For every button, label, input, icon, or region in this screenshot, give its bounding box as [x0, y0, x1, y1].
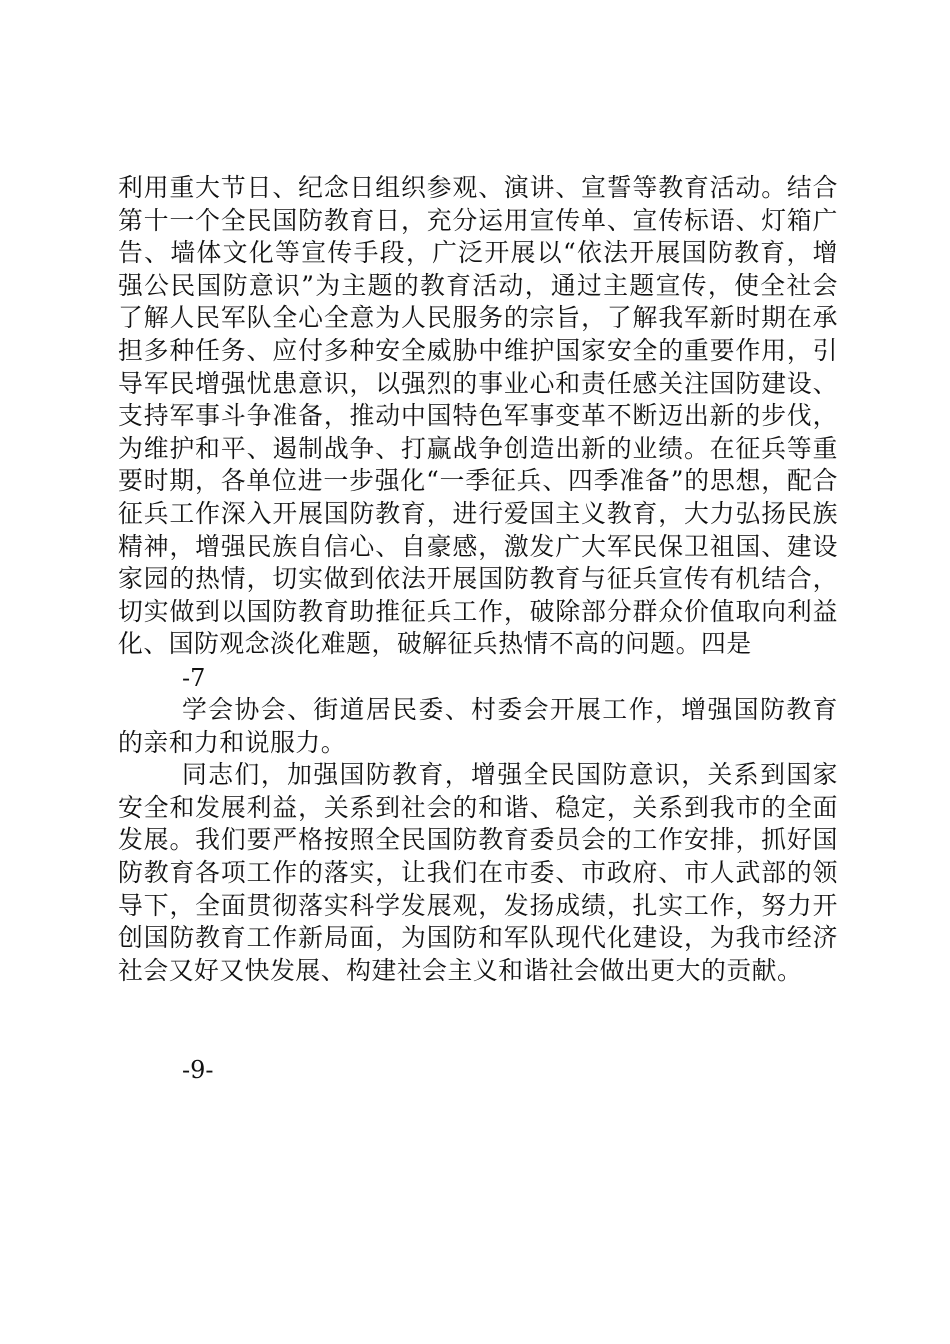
body-text-section-2 — [118, 694, 838, 987]
paragraph-closing: 同志们，加强国防教育，增强全民国防意识，关系到国家安全和发展利益，关系到社会的和谐、稳定，关系到我市的全面发展。我们要严格按照全民国防教育委员会的工作安排，抓好国防教育各项工作的落实，让我们在市委、市政府、市人武部的领导下，全面贯彻落实科学发展观，发扬成绩，扎实工作，努力开创国防教育工作新局面，为国防和军队现代化建设，为我市经济社会又好又快发展、构建社会主义和谐社会做出更大的贡献。 — [118, 760, 838, 985]
body-text-section-1 — [118, 172, 838, 661]
paragraph-associations: 学会协会、街道居民委、村委会开展工作，增强国防教育的亲和力和说服力。 — [118, 695, 838, 757]
paragraph-continued: 利用重大节日、纪念日组织参观、演讲、宣誓等教育活动。结合第十一个全民国防教育日，充分运用宣传单、宣传标语、灯箱广告、墙体文化等宣传手段，广泛开展以“依法开展国防教育，增强公民国防意识”为主题的教育活动，通过主题宣传，使全社会了解人民军队全心全意为人民服务的宗旨，了解我军新时期在承担多种任务、应付多种安全威胁中维护国家安全的重要作用，引导军民增强忧患意识，以强烈的事业心和责任感关注国防建设、支持军事斗争准备，推动中国特色军事变革不断迈出新的步伐，为维护和平、遏制战争、打赢战争创造出新的业绩。在征兵等重要时期，各单位进一步强化“一季征兵、四季准备”的思想，配合征兵工作深入开展国防教育，进行爱国主义教育，大力弘扬民族精神，增强民族自信心、自豪感，激发广大军民保卫祖国、建设家园的热情，切实做到依法开展国防教育与征兵宣传有机结合，切实做到以国防教育助推征兵工作，破除部分群众价值取向利益化、国防观念淡化难题，破解征兵热情不高的问题。四是 — [118, 173, 838, 659]
page-number-7: -7 — [182, 664, 206, 692]
page-number-9: -9- — [182, 1056, 214, 1084]
